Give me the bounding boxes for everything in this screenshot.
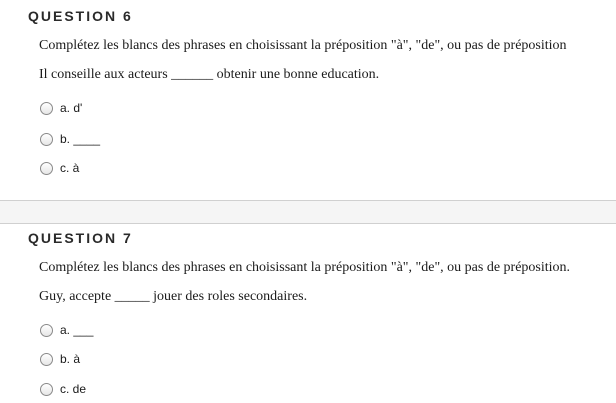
radio-button[interactable]	[40, 353, 53, 366]
question-6-panel	[0, 0, 616, 200]
answer-option-b[interactable]	[40, 349, 80, 369]
answer-option-label: a. ___	[60, 323, 94, 337]
radio-button[interactable]	[40, 162, 53, 175]
radio-button[interactable]	[40, 133, 53, 146]
question-instruction: Complétez les blancs des phrases en choisissant la préposition "à", "de", ou pas de préposition	[39, 38, 567, 53]
question-sentence: Guy, accepte _____ jouer des roles secondaires.	[39, 289, 308, 304]
question-instruction: Complétez les blancs des phrases en choisissant la préposition "à", "de", ou pas de préposition.	[39, 260, 571, 275]
radio-button[interactable]	[40, 102, 53, 115]
radio-button[interactable]	[40, 324, 53, 337]
answer-option-a[interactable]	[40, 98, 82, 118]
answer-option-b[interactable]	[40, 129, 100, 149]
answer-option-label: b. ____	[60, 132, 101, 146]
question-title: QUESTION 6	[28, 8, 133, 24]
answer-option-c[interactable]	[40, 158, 79, 178]
answer-option-label: b. à	[60, 352, 81, 366]
radio-button[interactable]	[40, 383, 53, 396]
question-sentence: Il conseille aux acteurs ______ obtenir une bonne education.	[39, 67, 380, 82]
answer-option-label: c. à	[60, 161, 80, 175]
answer-option-c[interactable]	[40, 379, 86, 399]
question-separator	[0, 200, 616, 224]
answer-option-label: c. de	[60, 382, 87, 396]
answer-option-label: a. d'	[60, 101, 83, 115]
question-7-panel	[0, 224, 616, 403]
question-title: QUESTION 7	[28, 230, 133, 246]
answer-option-a[interactable]	[40, 320, 93, 340]
